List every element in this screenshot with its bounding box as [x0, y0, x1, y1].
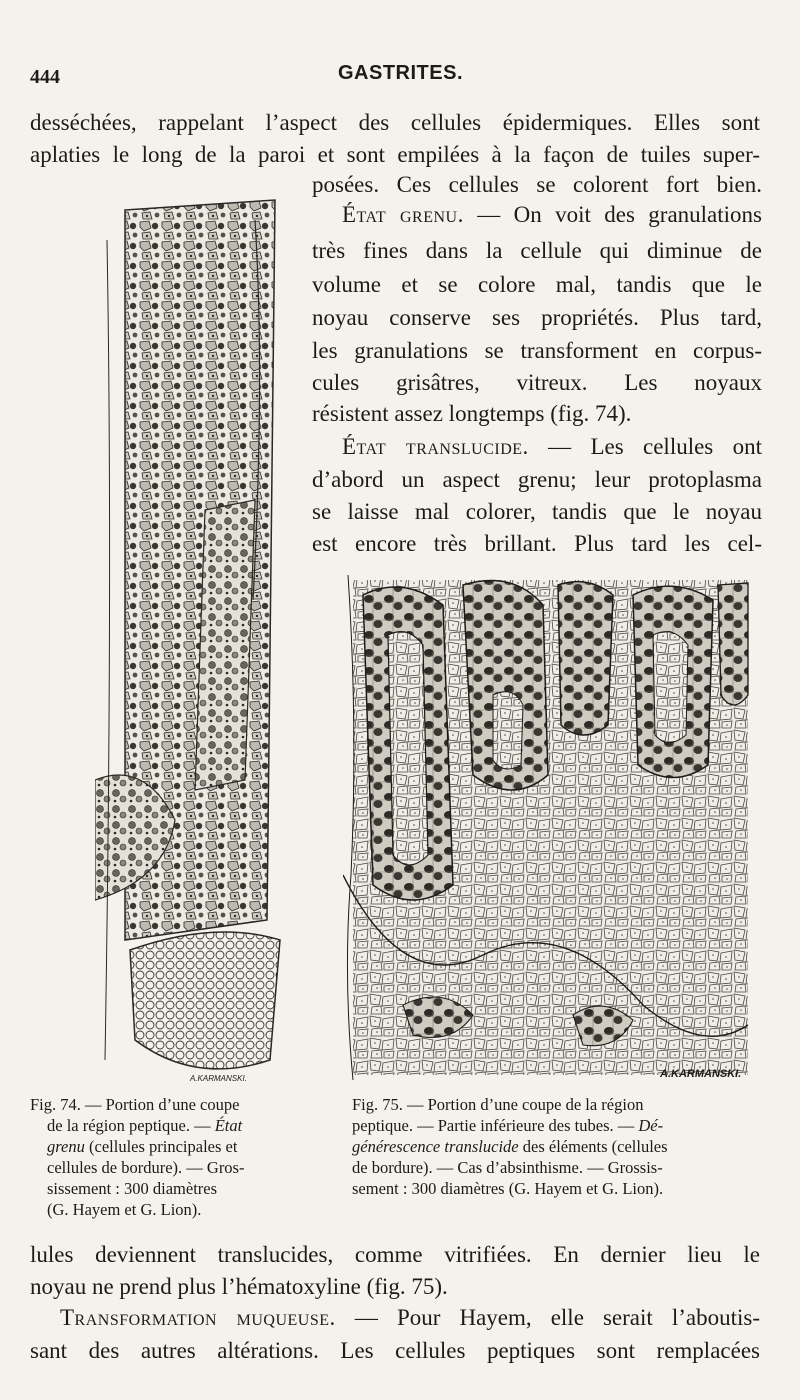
- section-heading: État grenu.: [342, 202, 464, 227]
- figure-75-caption: Fig. 75. — Portion d’une coupe de la région peptique. — Partie inférieure des tubes. — Dé- générescence translucide des éléments (cellules de bordure). — Cas d’absinthisme. — Grossis- sement : 300 diamètres (G. Hayem et G. Lion).: [352, 1095, 668, 1198]
- body-line: très fines dans la cellule qui diminue de: [312, 238, 762, 263]
- section-heading: Transformation muqueuse.: [60, 1305, 336, 1330]
- body-line: est encore très brillant. Plus tard les cel-: [312, 531, 762, 556]
- body-line: noyau conserve ses propriétés. Plus tard,: [312, 305, 762, 330]
- figure-74-caption: Fig. 74. — Portion d’une coupe de la région peptique. — État grenu (cellules principales et cellules de bordure). — Gros- sissement : 300 diamètres (G. Hayem et G. Lion).: [30, 1095, 245, 1219]
- body-line: sant des autres altérations. Les cellules peptiques sont remplacées: [30, 1338, 760, 1363]
- body-line: posées. Ces cellules se colorent fort bien.: [312, 172, 762, 197]
- body-line: se laisse mal colorer, tandis que le noyau: [312, 499, 762, 524]
- body-line: noyau ne prend plus l’hématoxyline (fig. 75).: [30, 1274, 448, 1299]
- section-heading: État translucide.: [342, 434, 529, 459]
- figure-74-illustration: [95, 180, 290, 1085]
- body-line: volume et se colore mal, tandis que le: [312, 272, 762, 297]
- figure-74-signature: A.KARMANSKI.: [190, 1074, 247, 1083]
- body-line: État translucide. — Les cellules ont: [342, 434, 762, 459]
- body-line: les granulations se transforment en corpus-: [312, 338, 762, 363]
- body-line: lules deviennent translucides, comme vitrifiées. En dernier lieu le: [30, 1242, 760, 1267]
- page-number: 444: [30, 66, 60, 88]
- body-line: desséchées, rappelant l’aspect des cellules épidermiques. Elles sont: [30, 110, 760, 135]
- body-line: État grenu. — On voit des granulations: [342, 202, 762, 227]
- body-line: d’abord un aspect grenu; leur protoplasma: [312, 467, 762, 492]
- body-line: cules grisâtres, vitreux. Les noyaux: [312, 370, 762, 395]
- figure-75-signature: A.KARMANSKI.: [660, 1068, 742, 1080]
- body-line: Transformation muqueuse. — Pour Hayem, elle serait l’aboutis-: [60, 1305, 760, 1330]
- running-title: GASTRITES.: [338, 62, 464, 84]
- body-line: résistent assez longtemps (fig. 74).: [312, 401, 632, 426]
- body-line: aplaties le long de la paroi et sont empilées à la façon de tuiles super-: [30, 142, 760, 167]
- figure-75-illustration: [343, 575, 753, 1080]
